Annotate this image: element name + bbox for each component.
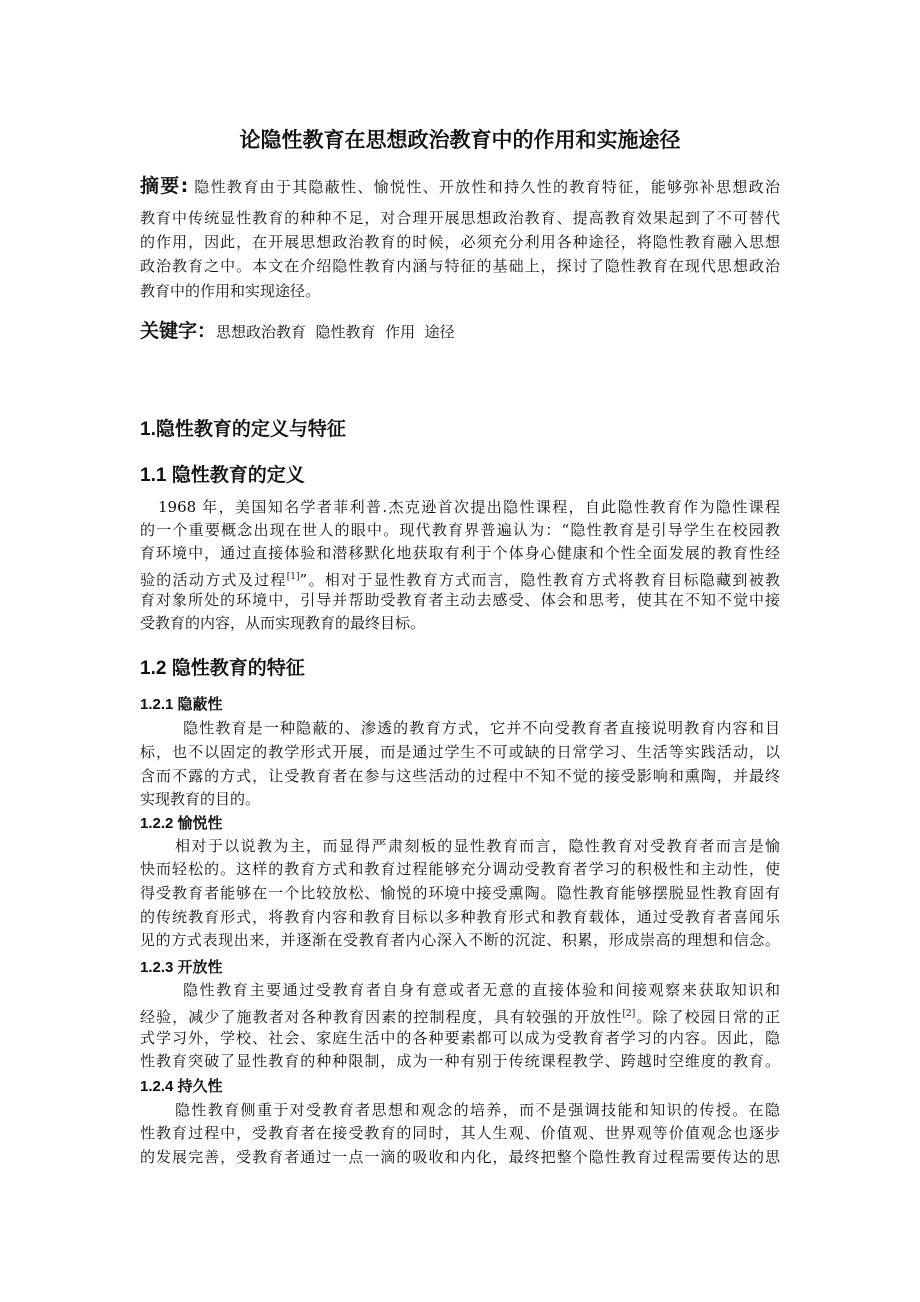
paragraph-line: 相对于以说教为主，而显得严肃刻板的显性教育而言，隐性教育对受教育者而言是愉 [175,837,780,855]
paragraph-line: 育对象所处的环境中，引导并帮助受教育者主动去感受、体会和思考，使其在不知不觉中接 [140,591,780,609]
paragraph-line [140,567,780,590]
section-heading-1-2-2: 1.2.2 愉悦性 [140,815,223,832]
paragraph-line: 快而轻松的。这样的教育方式和教育过程能够充分调动受教育者学习的积极性和主动性，使 [140,860,780,878]
paragraph-line: 的传统教育形式，将教育内容和教育目标以多种教育形式和教育载体，通过受教育者喜闻乐 [140,908,780,926]
line-text: 。除了校园日常的正 [635,1008,780,1026]
section-heading-1: 1.隐性教育的定义与特征 [140,419,346,440]
keywords-label: 关键字： [140,320,217,342]
section-heading-1-2: 1.2 隐性教育的特征 [140,658,305,679]
abstract-line: 教育中的作用和实现途径。 [140,282,321,300]
paragraph-line: 隐性教育侧重于对受教育者思想和观念的培养，而不是强调技能和知识的传授。在隐 [175,1101,780,1119]
abstract-line: 教育中传统显性教育的种种不足，对合理开展思想政治教育、提高教育效果起到了不可替代 [140,209,780,227]
paragraph-line: 育环境中，通过直接体验和潜移默化地获取有利于个体身心健康和个性全面发展的教育性经 [140,544,780,562]
paragraph-line: 含而不露的方式，让受教育者在参与这些活动的过程中不知不觉的接受影响和熏陶，并最终 [140,767,780,785]
abstract-text: 隐性教育由于其隐蔽性、愉悦性、开放性和持久性的教育特征，能够弥补思想政治 [194,178,780,196]
citation-ref: [2] [622,1009,636,1019]
section-heading-1-2-3: 1.2.3 开放性 [140,959,223,976]
section-heading-1-2-4: 1.2.4 持久性 [140,1078,223,1095]
abstract-line: 的作用，因此，在开展思想政治教育的时候，必须充分利用各种途径，将隐性教育融入思想 [140,233,780,251]
line-text: 经验，减少了施教者对各种教育因素的控制程度，具有较强的开放性 [140,1008,623,1026]
paragraph-line: 性教育过程中，受教育者在接受教育的同时，其人生观、价值观、世界观等价值观念也逐步 [140,1124,780,1142]
document-title: 论隐性教育在思想政治教育中的作用和实施途径 [239,128,681,152]
paragraph-line: 1968 年，美国知名学者菲利普.杰克逊首次提出隐性课程，自此隐性教育作为隐性课程 [158,498,780,516]
abstract-line: 政治教育之中。本文在介绍隐性教育内涵与特征的基础上，探讨了隐性教育在现代思想政治 [140,257,780,275]
paragraph-line: 的一个重要概念出现在世人的眼中。现代教育界普遍认为：“隐性教育是引导学生在校园教 [140,521,780,539]
line-text: ”。相对于显性教育方式而言，隐性教育方式将教育目标隐藏到被教 [299,571,780,589]
section-heading-1-1: 1.1 隐性教育的定义 [140,465,305,486]
line-text: 验的活动方式及过程 [140,571,287,589]
citation-ref: [1] [286,572,300,582]
keywords-value: 思想政治教育 隐性教育 作用 途径 [216,323,455,341]
paragraph-line: 实现教育的目的。 [140,790,261,808]
abstract-first-line [140,176,780,197]
abstract-label: 摘要: [140,175,189,197]
keywords-line [140,321,780,342]
paragraph-line: 受教育的内容，从而实现教育的最终目标。 [140,614,426,632]
paragraph-line: 见的方式表现出来，并逐渐在受教育者内心深入不断的沉淀、积累，形成崇高的理想和信念。 [140,931,780,949]
paragraph-line: 得受教育者能够在一个比较放松、愉悦的环境中接受熏陶。隐性教育能够摆脱显性教育固有 [140,884,780,902]
paragraph-line: 性教育突破了显性教育的种种限制，成为一种有别于传统课程教学、跨越时空维度的教育。 [140,1052,780,1070]
paragraph-line [140,1004,780,1027]
paragraph-line: 式学习外，学校、社会、家庭生活中的各种要素都可以成为受教育者学习的内容。因此，隐 [140,1029,780,1047]
paragraph-line: 隐性教育主要通过受教育者自身有意或者无意的直接体验和间接观察来获取知识和 [183,981,780,999]
paragraph-line: 标，也不以固定的教学形式开展，而是通过学生不可或缺的日常学习、生活等实践活动，以 [140,743,780,761]
paragraph-line: 的发展完善，受教育者通过一点一滴的吸收和内化，最终把整个隐性教育过程需要传达的思 [140,1148,780,1166]
paragraph-line: 隐性教育是一种隐蔽的、渗透的教育方式，它并不向受教育者直接说明教育内容和目 [183,719,780,737]
section-heading-1-2-1: 1.2.1 隐蔽性 [140,696,223,713]
